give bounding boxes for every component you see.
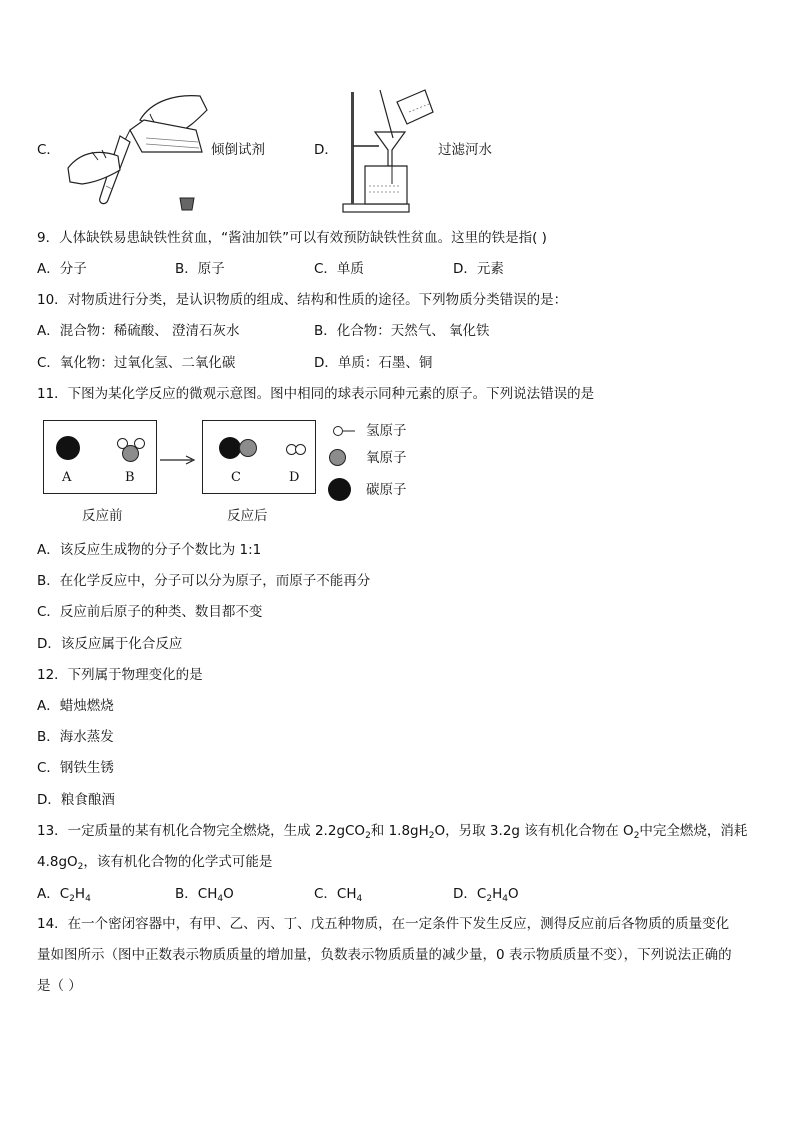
q11-option-d: D．该反应属于化合反应 xyxy=(37,636,183,652)
legend-line-icon xyxy=(343,430,355,432)
q14-stem-line2: 量如图所示（图中正数表示物质质量的增加量，负数表示物质质量的减少量，0 表示物质质量不变），下列说法正确的 xyxy=(37,947,732,963)
q10-option-a: A．混合物：稀硫酸、 澄清石灰水 xyxy=(37,323,240,339)
before-reaction-box xyxy=(43,420,157,494)
q11-option-c: C．反应前后原子的种类、数目都不变 xyxy=(37,604,263,620)
hydrogen-legend-icon xyxy=(333,426,343,436)
q13-option-d: D．$C_2H_4O$ xyxy=(453,886,519,904)
label-a: A xyxy=(62,470,72,485)
label-d: D xyxy=(289,470,300,485)
label-b: B xyxy=(125,470,135,485)
q11-option-a: A．该反应生成物的分子个数比为 1:1 xyxy=(37,542,262,558)
q12-stem: 12．下列属于物理变化的是 xyxy=(37,667,203,683)
carbon-legend-icon xyxy=(328,478,351,501)
hydrogen-atom xyxy=(295,444,306,455)
after-caption: 反应后 xyxy=(227,508,268,524)
reaction-arrow xyxy=(160,454,196,466)
q12-option-c: C．钢铁生锈 xyxy=(37,760,114,776)
q13-stem-line2: $4.8gO_2$，该有机化合物的化学式可能是 xyxy=(37,854,273,872)
q12-option-d: D．粮食酿酒 xyxy=(37,792,115,808)
legend-carbon: 碳原子 xyxy=(366,482,407,498)
legend-hydrogen: 氢原子 xyxy=(366,423,407,439)
q10-option-b: B．化合物：天然气、 氧化铁 xyxy=(314,323,490,339)
oxygen-legend-icon xyxy=(329,449,346,466)
label-c: C xyxy=(231,470,241,485)
q13-option-c: C．$CH_4$ xyxy=(314,886,363,904)
q9-option-a: A．分子 xyxy=(37,261,87,277)
pouring-reagent-illustration xyxy=(62,90,212,215)
q9-stem: 9．人体缺铁易患缺铁性贫血，“酱油加铁”可以有效预防缺铁性贫血。这里的铁是指( ) xyxy=(37,230,547,246)
option-d-text: 过滤河水 xyxy=(438,142,492,158)
q10-option-c: C．氧化物：过氧化氢、二氧化碳 xyxy=(37,355,236,371)
q13-option-a: A．$C_2H_4$ xyxy=(37,886,91,904)
q9-option-d: D．元素 xyxy=(453,261,504,277)
q13-stem: 13．一定质量的某有机化合物完全燃烧，生成 2.2gCO$_2$和 $1.8gH_2O$，另取 3.2g 该有机化合物在 $O_2$中完全燃烧，消耗 xyxy=(37,823,748,841)
q9-option-c: C．单质 xyxy=(314,261,364,277)
q12-option-b: B．海水蒸发 xyxy=(37,729,114,745)
before-caption: 反应前 xyxy=(82,508,123,524)
after-reaction-box xyxy=(202,420,316,494)
q14-stem-line1: 14．在一个密闭容器中，有甲、乙、丙、丁、戊五种物质，在一定条件下发生反应，测得反应前后各物质的质量变化 xyxy=(37,916,730,932)
legend-oxygen: 氧原子 xyxy=(366,450,407,466)
option-c-text: 倾倒试剂 xyxy=(211,142,265,158)
oxygen-atom xyxy=(122,445,139,462)
oxygen-atom xyxy=(239,439,257,457)
option-d-letter: D． xyxy=(314,142,338,158)
filtration-illustration xyxy=(335,88,435,215)
carbon-atom xyxy=(56,436,80,460)
q13-option-b: B．$CH_4O$ xyxy=(175,886,234,904)
q14-stem-line3: 是（ ） xyxy=(37,978,82,994)
carbon-atom xyxy=(219,437,241,459)
q10-stem: 10．对物质进行分类，是认识物质的组成、结构和性质的途径。下列物质分类错误的是： xyxy=(37,292,568,308)
q9-option-b: B．原子 xyxy=(175,261,225,277)
q10-option-d: D．单质：石墨、铜 xyxy=(314,355,433,371)
q11-stem: 11．下图为某化学反应的微观示意图。图中相同的球表示同种元素的原子。下列说法错误的是 xyxy=(37,386,595,402)
q12-option-a: A．蜡烛燃烧 xyxy=(37,698,114,714)
option-c-letter: C． xyxy=(37,142,60,158)
q11-option-b: B．在化学反应中，分子可以分为原子，而原子不能再分 xyxy=(37,573,371,589)
